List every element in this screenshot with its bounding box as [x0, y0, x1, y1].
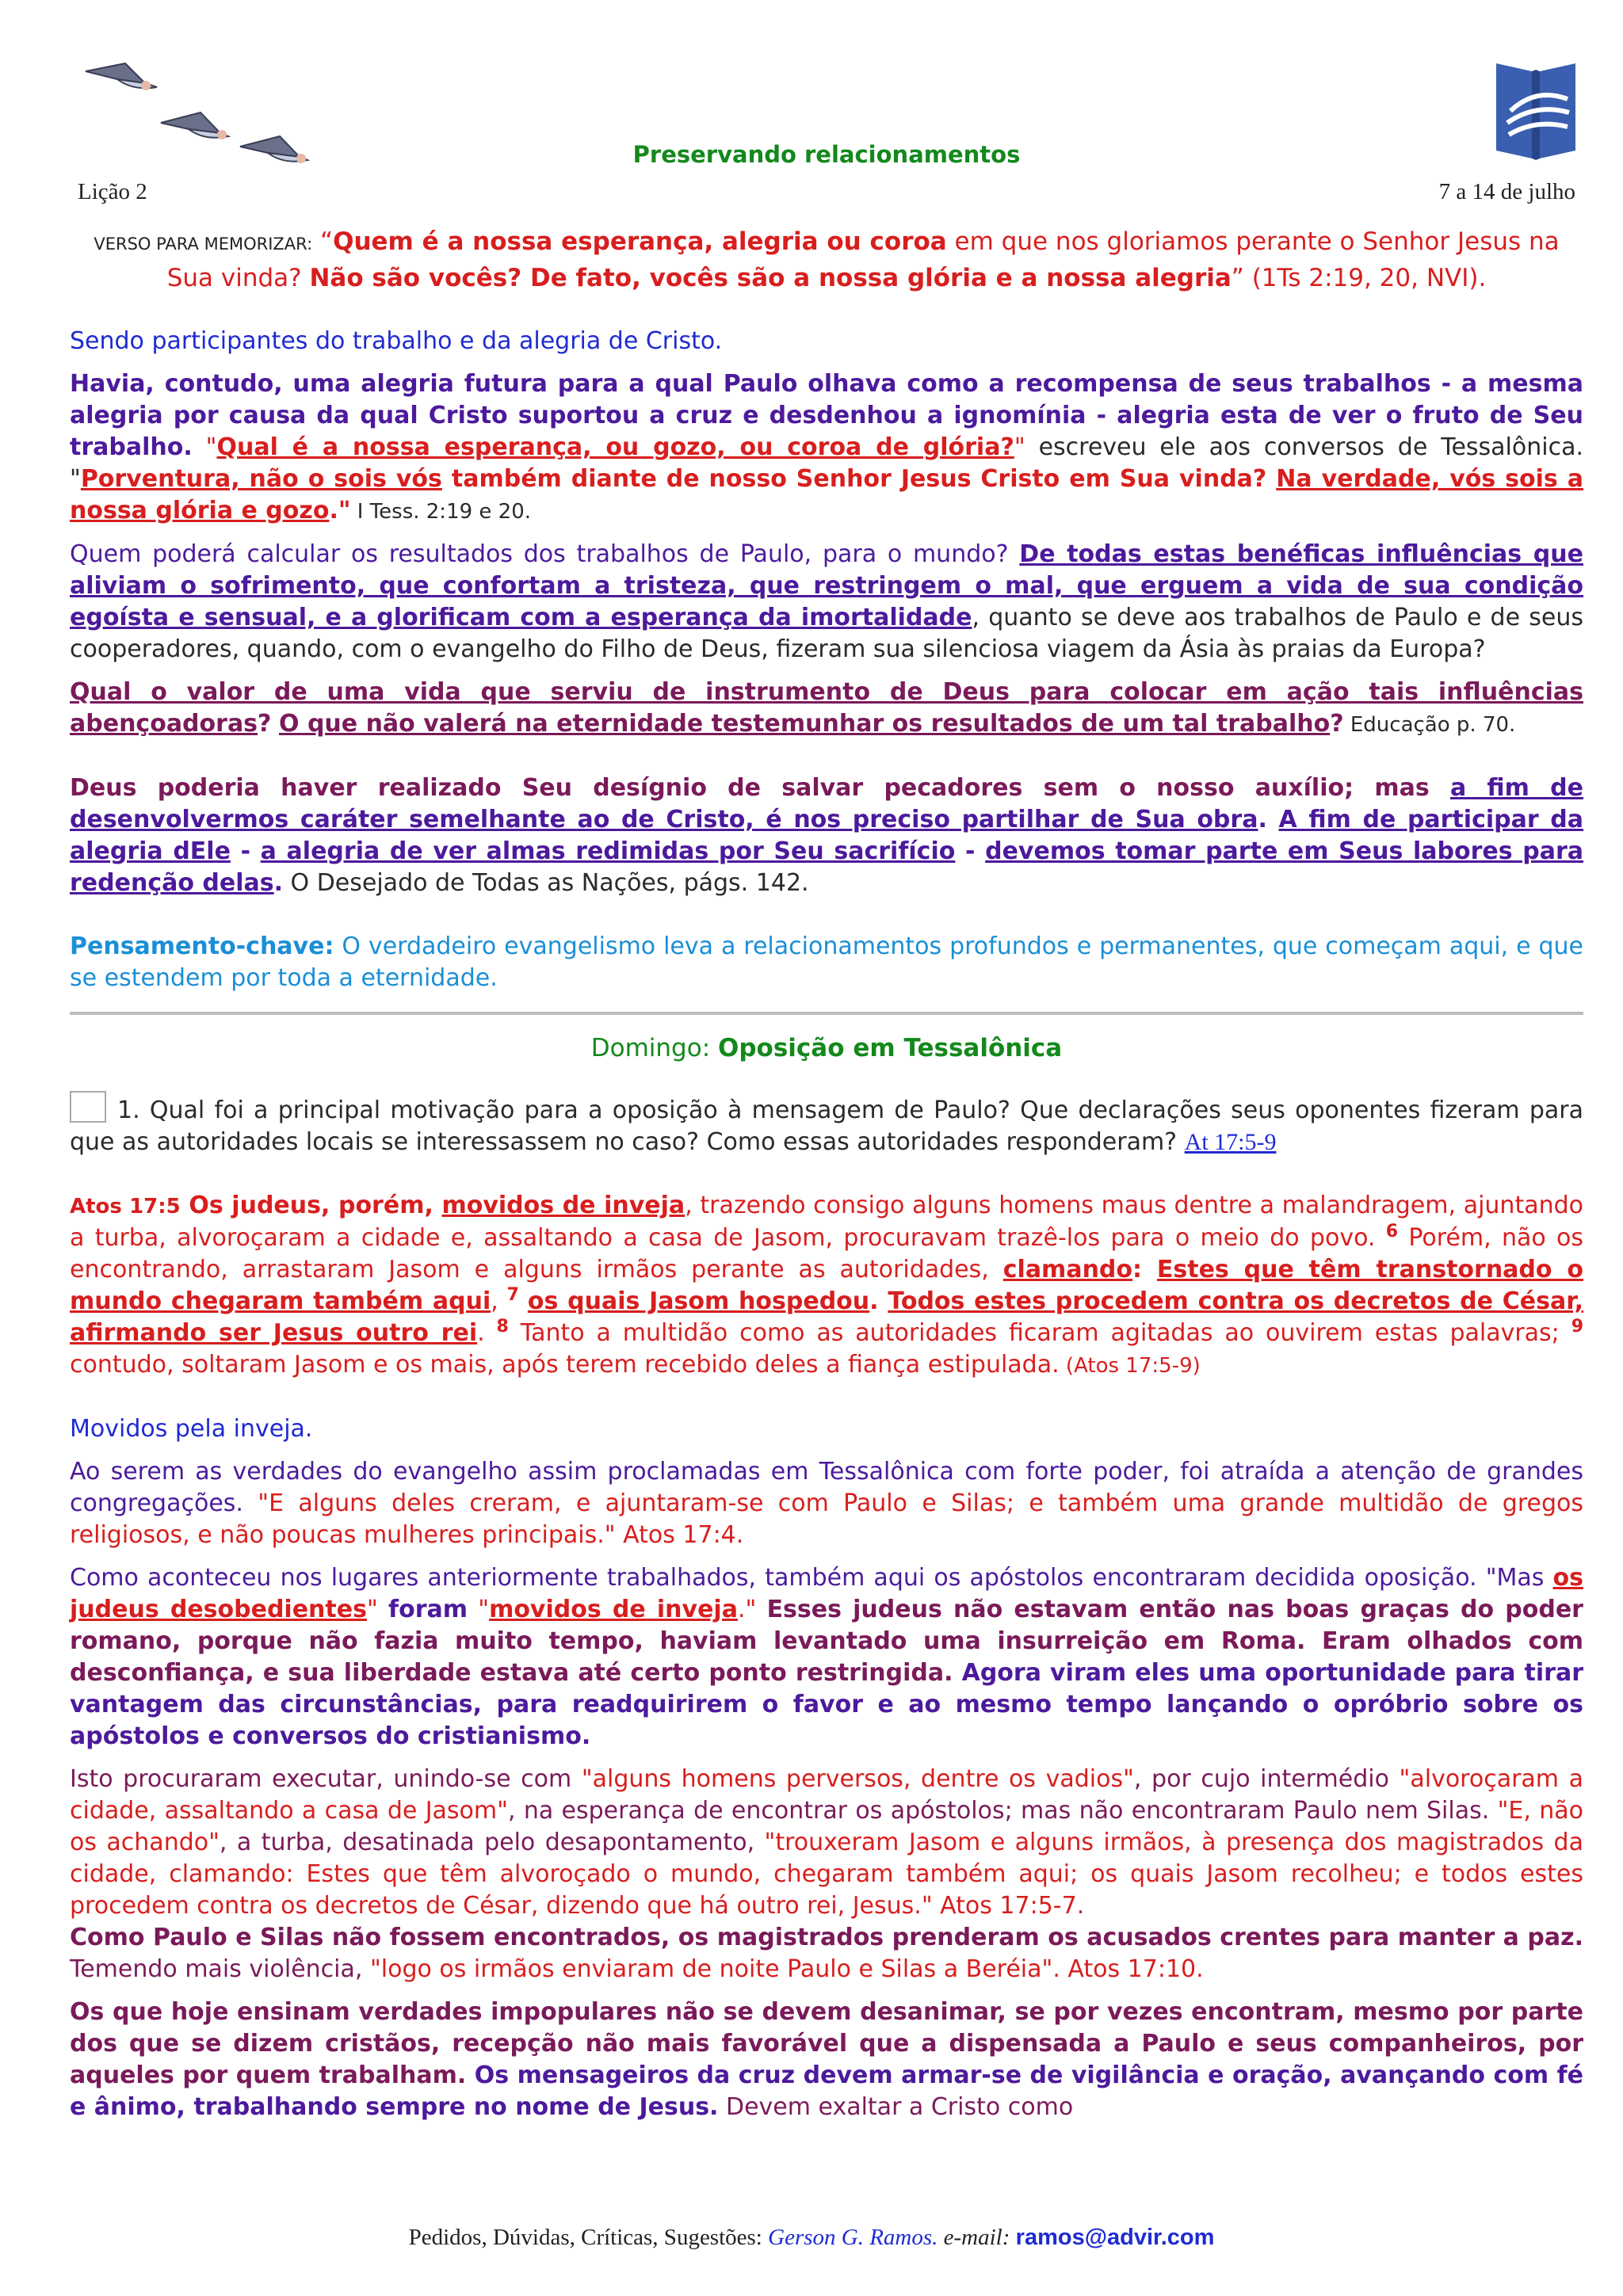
- p1-quote-open: ": [192, 433, 217, 461]
- p3-a: Qual o valor de uma vida que serviu de instrumento de Deus para colocar em ação tais influências abençoadoras: [70, 678, 1583, 738]
- p2-a: Quem poderá calcular os resultados dos trabalhos de Paulo, para o mundo?: [70, 540, 1020, 568]
- verse-8: 8: [496, 1317, 509, 1337]
- document-page: [70, 0, 1583, 2123]
- acts-d: Porém, não os encontrando, arrastaram Jasom e alguns irmãos perante as autoridades,: [70, 1224, 1583, 1283]
- envy-p2-h: Esses judeus não estavam então nas boas graças do poder romano, porque não fazia muito tempo, haviam levantado uma insurreição em Roma. Eram olhados com desconfiança, e sua liberdade estava até certo ponto restringida.: [70, 1596, 1583, 1687]
- envy-p5-c: Devem exaltar a Cristo como: [718, 2093, 1074, 2121]
- acts-h: ,: [491, 1287, 507, 1315]
- key-thought-text: O verdadeiro evangelismo leva a relacionamentos profundos e permanentes, que começam aqui, e que se estendem por toda a eternidade.: [70, 933, 1583, 992]
- open-quote: “: [320, 227, 334, 256]
- p4-e: -: [230, 837, 261, 865]
- footer-label: Pedidos, Dúvidas, Críticas, Sugestões:: [408, 2225, 769, 2250]
- p4-d: A fim de participar da alegria dEle: [70, 806, 1584, 865]
- p3-ref: Educação p. 70.: [1343, 713, 1516, 737]
- section-heading-envy: Movidos pela inveja.: [70, 1415, 313, 1443]
- p3-d: O que não valerá na eternidade testemunhar os resultados de um tal trabalho: [279, 710, 1331, 738]
- envy-p5-b: Os mensageiros da cruz devem armar-se de vigilância e oração, avançando com fé e ânimo, trabalhando sempre no nome de Jesus.: [70, 2061, 1583, 2121]
- envy-p2-f: movidos de inveja: [489, 1596, 738, 1623]
- p3-b: ?: [258, 710, 272, 738]
- memory-verse-bold-1: Quem é a nossa esperança, alegria ou coroa: [333, 227, 947, 256]
- envy-paragraph-5: [70, 1997, 1583, 2123]
- header: [70, 0, 1583, 206]
- section-heading-participants: Sendo participantes do trabalho e da alegria de Cristo.: [70, 327, 723, 355]
- p4-ref: O Desejado de Todas as Nações, págs. 142.: [283, 869, 809, 897]
- intro-paragraph-2: [70, 539, 1583, 666]
- envy-p3-g: , a turba, desatinada pelo desapontamento,: [219, 1829, 765, 1856]
- envy-p2-b: os judeus desobedientes: [70, 1564, 1583, 1623]
- verse-6: 6: [1385, 1222, 1399, 1241]
- acts-i: [519, 1287, 528, 1315]
- intro-paragraph-3: [70, 677, 1583, 741]
- lesson-title: Preservando relacionamentos: [632, 141, 1021, 168]
- envy-p2-e: ": [468, 1596, 490, 1623]
- question-text: 1. Qual foi a principal motivação para a oposição à mensagem de Paulo? Que declarações seus oponentes fizeram para que as autoridades locais se interessassem no caso? Como essas autoridades responderam?: [70, 1097, 1583, 1156]
- envy-p2-c: ": [366, 1596, 389, 1623]
- envy-p3-e: , na esperança de encontrar os apóstolos; mas não encontraram Paulo nem Silas.: [507, 1797, 1498, 1825]
- p1-bold: Havia, contudo, uma alegria futura para a qual Paulo olhava como a recompensa de seus trabalhos - a mesma alegria por causa da qual Cristo suportou a cruz e desdenhou a ignomínia - alegria esta de ver o fruto de Seu trabalho.: [70, 370, 1583, 461]
- p2-c: , quanto se deve aos trabalhos de Paulo e de seus cooperadores, quando, com o evangelho do Filho de Deus, fizeram sua silenciosa viagem da Ásia às praias da Europa?: [70, 604, 1583, 663]
- footer-email-link[interactable]: ramos@advir.com: [1015, 2225, 1215, 2250]
- p1-quote-close: ": [1014, 433, 1025, 461]
- p2-b: De todas estas benéficas influências que aliviam o sofrimento, que confortam a tristeza, que restringem o mal, que erguem a vida de sua condição egoísta e sensual, e a glorificam com a esperança da imortalidade: [70, 540, 1583, 631]
- envy-paragraph-3: [70, 1764, 1583, 1922]
- p4-a: Deus poderia haver realizado Seu desígnio de salvar pecadores sem o nosso auxílio; mas: [70, 774, 1450, 802]
- lesson-number: Lição 2: [78, 179, 147, 204]
- envy-p4-b: Temendo mais violência,: [70, 1955, 370, 1983]
- acts-n: Tanto a multidão como as autoridades ficaram agitadas ao ouvirem estas palavras;: [508, 1319, 1571, 1347]
- memory-verse: [70, 225, 1583, 296]
- acts-a: Os judeus, porém,: [180, 1192, 442, 1219]
- envy-p3-b: "alguns homens perversos, dentre os vadios": [581, 1765, 1134, 1793]
- acts-k: .: [869, 1287, 888, 1315]
- p1-ref: I Tess. 2:19 e 20.: [350, 500, 532, 524]
- divider: [70, 1012, 1583, 1015]
- p4-b: a fim de desenvolvermos caráter semelhante ao de Cristo, é nos preciso partilhar de Sua obra: [70, 774, 1583, 833]
- acts-f: :: [1132, 1256, 1157, 1283]
- acts-o: contudo, soltaram Jasom e os mais, após terem recebido deles a fiança estipulada.: [70, 1351, 1060, 1379]
- acts-l: Todos estes procedem contra os decretos de César, afirmando ser Jesus outro rei: [70, 1287, 1583, 1347]
- envy-p2-d: foram: [388, 1596, 468, 1623]
- sunday-heading: [70, 1034, 1583, 1062]
- acts-ref: (Atos 17:5-9): [1059, 1354, 1201, 1378]
- p4-h: devemos tomar parte em Seus labores para redenção delas: [70, 837, 1584, 897]
- lesson-dates: 7 a 14 de julho: [1438, 179, 1575, 204]
- sunday-day: Domingo:: [590, 1034, 719, 1062]
- acts-passage: [70, 1190, 1583, 1382]
- envy-paragraph-2: [70, 1562, 1583, 1753]
- p1-quote-2b: também diante de nosso Senhor Jesus Cristo em Sua vinda?: [441, 465, 1277, 493]
- question-reference-link[interactable]: At 17:5-9: [1184, 1129, 1277, 1155]
- p4-i: .: [273, 869, 284, 897]
- intro-paragraph-1: [70, 368, 1583, 528]
- envy-paragraph-1: [70, 1456, 1583, 1551]
- acts-g: Estes que têm transtornado o mundo chegaram também aqui: [70, 1256, 1583, 1315]
- envy-p1-b: "E alguns deles creram, e ajuntaram-se com Paulo e Silas; e também uma grande multidão de gregos religiosos, e não poucas mulheres principais." Atos 17:4.: [70, 1489, 1583, 1549]
- sunday-title: Oposição em Tessalônica: [718, 1034, 1063, 1062]
- p1-end: .": [329, 497, 351, 524]
- intro-paragraph-4: [70, 772, 1583, 899]
- memory-verse-text-1: em que nos gloriamos perante o Senhor Jesus na Sua vinda?: [166, 227, 1560, 292]
- envy-p2-i: Agora viram eles uma oportunidade para tirar vantagem das circunstâncias, para readquirirem o favor e ao mesmo tempo lançando o opróbrio sobre os apóstolos e conversos do cristianismo.: [70, 1659, 1583, 1750]
- envy-p5-a: Os que hoje ensinam verdades impopulares não se devem desanimar, se por vezes encontram, mesmo por parte dos que se dizem cristãos, recepção não mais favorável que a dispensada a Paulo e seus companheiros, por aqueles por quem trabalham.: [70, 1998, 1583, 2089]
- acts-c: , trazendo consigo alguns homens maus dentre a malandragem, ajuntando a turba, alvoroçaram a cidade e, assaltando a casa de Jasom, procuravam trazê-los para o meio do povo.: [70, 1192, 1584, 1252]
- acts-b: movidos de inveja: [441, 1192, 685, 1219]
- envy-p2-a: Como aconteceu nos lugares anteriormente trabalhados, também aqui os apóstolos encontraram decidida oposição. "Mas: [70, 1564, 1553, 1592]
- memory-verse-label: VERSO PARA MEMORIZAR:: [94, 235, 313, 254]
- p3-e: ?: [1330, 710, 1344, 738]
- memory-verse-bold-2: Não são vocês? De fato, vocês são a nossa glória e a nossa alegria: [309, 264, 1232, 292]
- question-1: [70, 1091, 1583, 1158]
- p4-f: a alegria de ver almas redimidas por Seu sacrifício: [260, 837, 956, 865]
- acts-ref-label: Atos 17:5: [70, 1195, 181, 1219]
- p4-c: .: [1258, 806, 1279, 833]
- envy-p3-d: "alvoroçaram a cidade, assaltando a casa de Jasom": [70, 1765, 1583, 1825]
- footer-email-label: e-mail:: [938, 2225, 1016, 2250]
- envy-p4-a: Como Paulo e Silas não fossem encontrados, os magistrados prenderam os acusados crentes para manter a paz.: [70, 1924, 1583, 1951]
- footer-name: Gerson G. Ramos.: [768, 2225, 938, 2250]
- envy-p3-a: Isto procuraram executar, unindo-se com: [70, 1765, 582, 1793]
- close-quote: ”: [1231, 264, 1244, 292]
- key-thought-label: Pensamento-chave:: [70, 933, 334, 960]
- verse-9: 9: [1571, 1317, 1583, 1337]
- p4-g: -: [955, 837, 986, 865]
- verse-7: 7: [506, 1285, 519, 1305]
- envy-p4-c: "logo os irmãos enviaram de noite Paulo e Silas a Beréia". Atos 17:10.: [369, 1955, 1204, 1983]
- p1-mid: escreveu ele aos conversos de Tessalônica. ": [70, 433, 1583, 493]
- p3-space: [271, 710, 279, 738]
- key-thought: [70, 931, 1583, 994]
- envy-p3-f: "E, não os achando": [70, 1797, 1584, 1856]
- envy-p3-h: "trouxeram Jasom e alguns irmãos, à presença dos magistrados da cidade, clamando: Estes que têm alvoroçado o mundo, chegaram também aqui; os quais Jasom recolheu; e todos estes procedem contra os decretos de César, dizendo que há outro rei, Jesus." Atos 17:5-7.: [70, 1829, 1583, 1920]
- answer-checkbox[interactable]: [70, 1091, 106, 1123]
- envy-p2-g: .": [737, 1596, 767, 1623]
- envy-p1-a: Ao serem as verdades do evangelho assim proclamadas em Tessalônica com forte poder, foi atraída a atenção de grandes congregações.: [70, 1458, 1583, 1517]
- footer: [0, 2225, 1623, 2251]
- p1-quote-2a: Porventura, não o sois vós: [80, 465, 442, 493]
- p1-quote-1: Qual é a nossa esperança, ou gozo, ou coroa de glória?: [216, 433, 1014, 461]
- acts-j: os quais Jasom hospedou: [527, 1287, 870, 1315]
- memory-verse-reference: (1Ts 2:19, 20, NVI).: [1243, 264, 1487, 292]
- p1-quote-2c: Na verdade, vós sois a nossa glória e gozo: [70, 465, 1583, 524]
- envy-p3-c: , por cujo intermédio: [1133, 1765, 1400, 1793]
- envy-paragraph-4: [70, 1922, 1583, 1985]
- acts-e: clamando: [1002, 1256, 1133, 1283]
- acts-m: .: [477, 1319, 497, 1347]
